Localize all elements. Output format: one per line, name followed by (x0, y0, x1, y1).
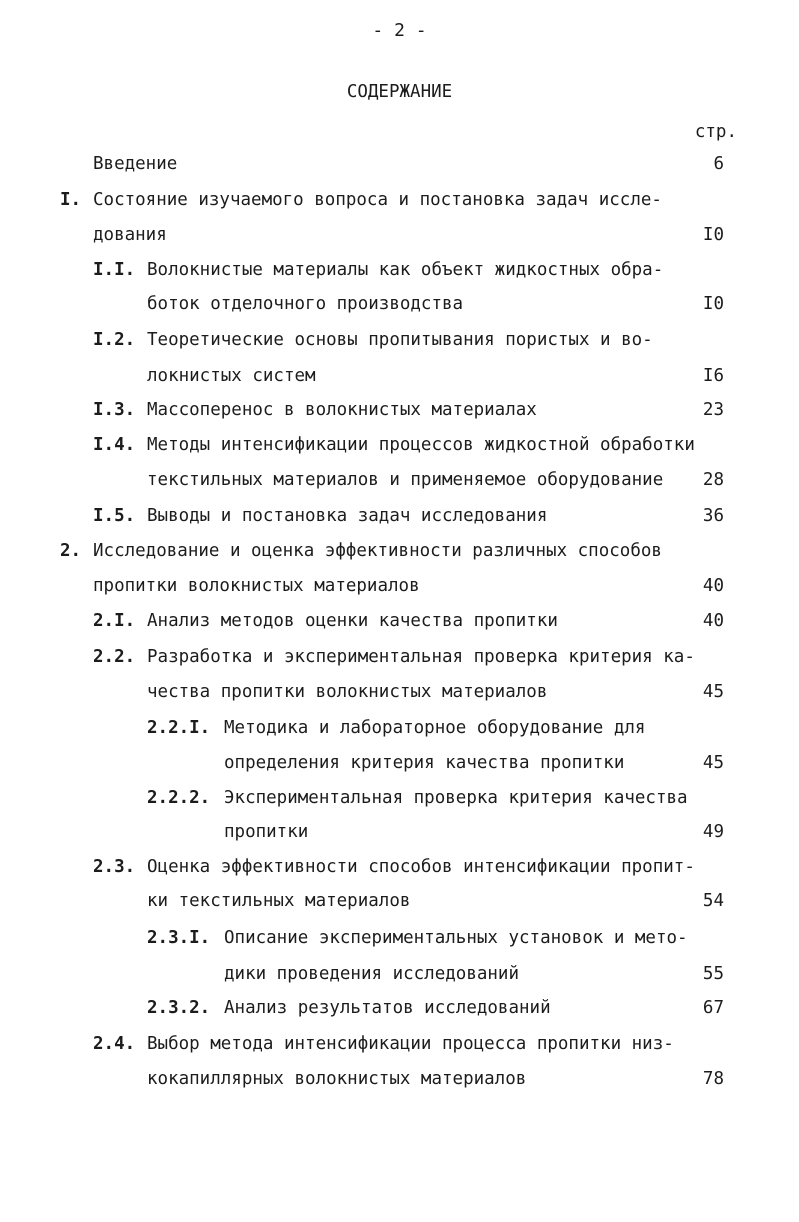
toc-entry-text: ки текстильных материалов (147, 891, 411, 911)
page-column-header: стр. (694, 122, 737, 142)
toc-entry-page: 78 (702, 1069, 724, 1089)
toc-entry-number: 2.3. (93, 857, 136, 877)
toc-entry-page: 40 (702, 611, 724, 631)
toc-entry-page: 36 (702, 506, 724, 526)
toc-entry-number: 2.2. (93, 647, 136, 667)
toc-entry-page: 49 (702, 822, 724, 842)
toc-entry-text: дования (93, 225, 167, 245)
toc-entry-number: 2.3.I. (147, 928, 211, 948)
toc-entry-number: I. (60, 190, 82, 210)
toc-entry-text: боток отделочного производства (147, 294, 464, 314)
toc-entry-text: Выводы и постановка задач исследования (147, 506, 548, 526)
toc-entry-number: 2. (60, 541, 82, 561)
toc-entry-page: I0 (702, 225, 724, 245)
toc-entry-text: Введение (93, 154, 178, 174)
toc-entry-number: I.2. (93, 330, 136, 350)
toc-entry-number: 2.2.I. (147, 718, 211, 738)
toc-title: СОДЕРЖАНИЕ (346, 82, 453, 102)
toc-entry-page: 45 (702, 753, 724, 773)
toc-entry-text: пропитки волокнистых материалов (93, 576, 420, 596)
toc-entry-text: Теоретические основы пропитывания пористых и во- (147, 330, 653, 350)
page-number: - 2 - (372, 20, 427, 41)
toc-entry-text: Состояние изучаемого вопроса и постановка задач иссле- (93, 190, 662, 210)
toc-entry-number: 2.2.2. (147, 788, 211, 808)
toc-entry-number: 2.I. (93, 611, 136, 631)
toc-entry-page: I6 (702, 366, 724, 386)
toc-entry-page: 40 (702, 576, 724, 596)
toc-entry-page: I0 (702, 294, 724, 314)
toc-entry-text: Оценка эффективности способов интенсификации пропит- (147, 857, 695, 877)
toc-entry-text: Методы интенсификации процессов жидкостной обработки (147, 435, 695, 455)
toc-entry-text: Разработка и экспериментальная проверка критерия ка- (147, 647, 695, 667)
toc-entry-page: 55 (702, 964, 724, 984)
toc-entry-number: I.I. (93, 260, 136, 280)
toc-entry-text: Исследование и оценка эффективности различных способов (93, 541, 662, 561)
toc-entry-page: 67 (702, 998, 724, 1018)
toc-entry-text: кокапиллярных волокнистых материалов (147, 1069, 527, 1089)
toc-entry-text: Анализ методов оценки качества пропитки (147, 611, 558, 631)
toc-entry-text: текстильных материалов и применяемое оборудование (147, 470, 664, 490)
toc-entry-text: Описание экспериментальных установок и мето- (224, 928, 688, 948)
toc-entry-page: 28 (702, 470, 724, 490)
toc-entry-number: I.3. (93, 400, 136, 420)
toc-entry-text: локнистых систем (147, 366, 316, 386)
toc-entry-text: определения критерия качества пропитки (224, 753, 625, 773)
toc-entry-text: Методика и лабораторное оборудование для (224, 718, 646, 738)
toc-entry-page: 23 (702, 400, 724, 420)
toc-entry-number: I.4. (93, 435, 136, 455)
toc-entry-page: 6 (713, 154, 724, 174)
toc-entry-number: 2.3.2. (147, 998, 211, 1018)
toc-entry-text: Выбор метода интенсификации процесса пропитки низ- (147, 1034, 674, 1054)
toc-entry-number: I.5. (93, 506, 136, 526)
toc-entry-text: Анализ результатов исследований (224, 998, 551, 1018)
toc-entry-page: 54 (702, 891, 724, 911)
toc-entry-text: чества пропитки волокнистых материалов (147, 682, 548, 702)
toc-entry-text: Экспериментальная проверка критерия качества (224, 788, 688, 808)
toc-entry-text: Волокнистые материалы как объект жидкостных обра- (147, 260, 664, 280)
toc-entry-page: 45 (702, 682, 724, 702)
toc-entry-number: 2.4. (93, 1034, 136, 1054)
toc-entry-text: Массоперенос в волокнистых материалах (147, 400, 537, 420)
toc-entry-text: пропитки (224, 822, 309, 842)
toc-entry-text: дики проведения исследований (224, 964, 520, 984)
